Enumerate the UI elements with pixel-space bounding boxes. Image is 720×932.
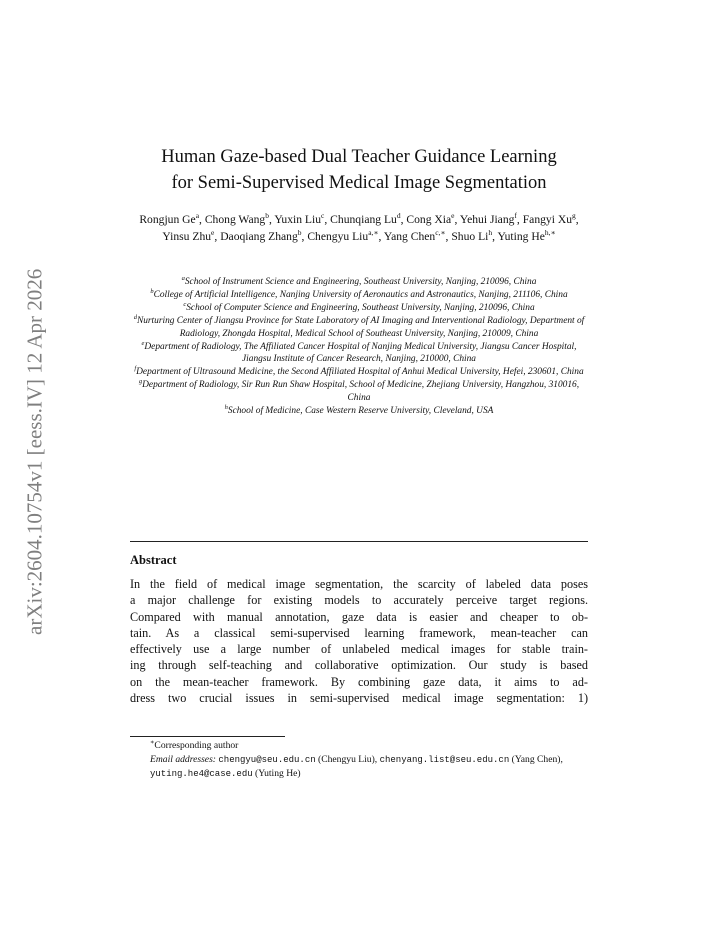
abstract-text: [130, 576, 588, 706]
author: Chengyu Liu$^{a,∗}$: [307, 227, 379, 243]
affiliation: $^d$Nurturing Center of Jiangsu Province for State Laboratory of AI Imaging and Interventional Radiology, Department of Radiology, Zhongda Hospital, Medical School of Southeast University, Nanjing, 210009, China: [133, 313, 585, 339]
author: Yuting $He^{h,∗}$: [497, 227, 556, 243]
abstract-line: a major challenge for existing models to accurately perceive target regions.: [130, 593, 588, 608]
author: Cong Xia$^e$: [406, 211, 455, 226]
author: Yuxin Liu$^c$: [274, 211, 325, 226]
abstract-line: ing through self-teaching and collaborative optimization. Our study is based: [130, 658, 588, 673]
affiliation: $^f$Department of Ultrasound Medicine, the Second Affiliated Hospital of Anhui Medical University, Hefei, 230601, China: [134, 365, 584, 378]
footnote: [130, 739, 588, 782]
author: Daoqiang Zhang$^b$: [220, 227, 302, 243]
author: Fangyi Xu$^g$: [522, 211, 576, 226]
paper-title: [130, 144, 588, 196]
abstract-heading: Abstract: [130, 553, 177, 567]
abstract-line: Compared with manual annotation, gaze data is easier and cheaper to ob-: [130, 609, 588, 624]
footnote-rule: [130, 736, 285, 737]
email-link[interactable]: yuting.he4@case.edu: [150, 769, 253, 779]
author: Yehui Jiang$^f$: [459, 211, 517, 226]
affiliation: $^h$School of Medicine, Case Western Reserve University, Cleveland, USA: [224, 403, 494, 417]
affiliation-list: [130, 276, 588, 418]
author: Shuo Li$^h$: [451, 227, 493, 243]
author: Chunqiang Lu$^d$: [330, 211, 401, 226]
author-list: Rongjun Ge$^a$, Chong Wang$^b$, Yuxin Liu$^c$, Chunqiang Lu$^d$, Cong Xia$^e$, Yehui Jiang$^f$, Fangyi Xu$^g$, Yinsu Zhu$^e$, Daoqiang Zhang$^b$, Chengyu Liu$^{a,∗}$, Yang Chen$^{c,∗}$, Shuo Li$^h$, Yuting $He^{h,∗}$: [139, 211, 579, 243]
abstract-line: on the mean-teacher framework. By combining gaze data, it aims to ad-: [130, 674, 588, 689]
abstract-line: In the field of medical image segmentation, the scarcity of labeled data poses: [130, 577, 588, 591]
abstract-line: effectively use a large number of unlabeled medical images for stable train-: [130, 642, 588, 657]
email-label: Email addresses:: [150, 753, 216, 765]
abstract-top-rule: [130, 541, 588, 542]
affiliation: $^g$Department of Radiology, Sir Run Run Shaw Hospital, School of Medicine, Zhejiang University, Hangzhou, 310016, China: [138, 378, 580, 404]
author: Yang Chen$^{c,∗}$: [383, 227, 446, 243]
author: Yinsu Zhu$^e$: [162, 227, 215, 243]
title-line-2: for Semi-Supervised Medical Image Segmentation: [171, 173, 547, 193]
abstract-line: tain. As a classical semi-supervised learning framework, mean-teacher can: [130, 625, 588, 640]
affiliation: $^b$College of Artificial Intelligence, Nanjing University of Aeronautics and Astronautics, Nanjing, 211106, China: [150, 287, 568, 300]
author: Rongjun Ge$^a$: [139, 211, 200, 226]
author: Chong Wang$^b$: [204, 211, 269, 226]
abstract-line: dress two crucial issues in semi-supervised medical image segmentation: 1): [130, 691, 588, 706]
affiliation: $^a$School of Instrument Science and Engineering, Southeast University, Nanjing, 210096, China: [181, 274, 537, 287]
title-line-1: Human Gaze-based Dual Teacher Guidance Learning: [161, 147, 557, 167]
email-link[interactable]: chengyu@seu.edu.cn: [218, 754, 316, 765]
affiliation: $^c$School of Computer Science and Engineering, Southeast University, Nanjing, 210096, China: [183, 300, 535, 313]
email-note: Email addresses: chengyu@seu.edu.cn (Chengyu Liu), chenyang.list@seu.edu.cn (Yang Chen), yuting.he4@case.edu (Yuting He): [150, 753, 563, 779]
corresponding-note: ∗Corresponding author: [150, 738, 239, 751]
affiliation: $^e$Department of Radiology, The Affiliated Cancer Hospital of Nanjing Medical University, Jiangsu Cancer Hospital, Jiangsu Institute of Cancer Research, Nanjing, 210000, China: [141, 339, 577, 365]
email-link[interactable]: chenyang.list@seu.edu.cn: [379, 754, 510, 765]
arxiv-side-stamp: arXiv:2604.10754v1 [eess.IV] 12 Apr 2026: [22, 268, 47, 636]
